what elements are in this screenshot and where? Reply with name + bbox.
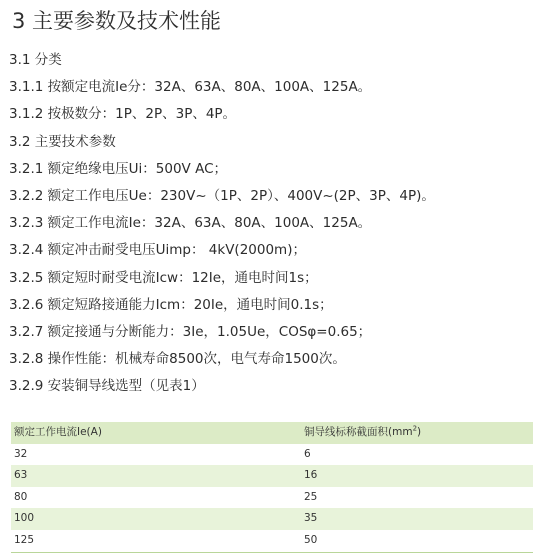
- cross-section-header-close: ): [417, 426, 422, 438]
- cell-current: 32: [14, 447, 28, 460]
- spec-operating-current: 3.2.3 额定工作电流Ie：32A、63A、80A、100A、125A。: [9, 215, 372, 232]
- spec-poles: 3.1.2 按极数分：1P、2P、3P、4P。: [9, 106, 237, 123]
- cell-cross-section: 16: [304, 469, 318, 482]
- cross-section-header-superscript: 2: [412, 424, 418, 433]
- spec-short-time-current: 3.2.5 额定短时耐受电流Icw：12Ie，通电时间1s；: [9, 269, 318, 286]
- spec-short-circuit-making: 3.2.6 额定短路接通能力Icm：20Ie，通电时间0.1s；: [9, 296, 333, 313]
- spec-operating-life: 3.2.8 操作性能：机械寿命8500次，电气寿命1500次。: [9, 351, 346, 368]
- cell-current: 80: [14, 490, 28, 503]
- table-row: [11, 465, 533, 487]
- subsection-classification: 3.1 分类: [9, 52, 62, 68]
- spec-operating-voltage: 3.2.2 额定工作电压Ue：230V~（1P、2P）、400V~(2P、3P、4P)。: [9, 187, 435, 204]
- cell-cross-section: 50: [301, 530, 533, 552]
- cell-current: 125: [11, 530, 301, 552]
- spec-impulse-voltage: 3.2.4 额定冲击耐受电压Uimp： 4kV(2000m)；: [9, 242, 306, 259]
- subsection-main-parameters: 3.2 主要技术参数: [9, 133, 116, 150]
- cell-cross-section: 6: [304, 447, 311, 460]
- column-header-current: 额定工作电流Ie(A): [14, 426, 102, 438]
- cell-cross-section: 35: [304, 512, 318, 525]
- cell-current: 100: [14, 512, 35, 525]
- table-header-row: [11, 422, 533, 444]
- cell-current: 63: [14, 469, 28, 482]
- spec-list: [9, 47, 533, 400]
- spec-rated-current-classes: 3.1.1 按额定电流Ie分：32A、63A、80A、100A、125A。: [9, 79, 372, 96]
- table-row: [11, 530, 533, 552]
- spec-making-breaking: 3.2.7 额定接通与分断能力：3Ie，1.05Ue，COSφ=0.65；: [9, 323, 372, 340]
- cell-cross-section: 25: [304, 490, 318, 503]
- column-header-cross-section: [301, 422, 533, 444]
- cross-section-header-text: 铜导线标称截面积(mm: [304, 426, 413, 438]
- spec-wire-selection: 3.2.9 安装铜导线选型（见表1）: [9, 378, 205, 395]
- table-row: [11, 508, 533, 530]
- section-heading: 3 主要参数及技术性能: [12, 9, 222, 33]
- table-row: [11, 487, 533, 509]
- wire-selection-table: [11, 422, 533, 553]
- spec-insulation-voltage: 3.2.1 额定绝缘电压Ui：500V AC；: [9, 160, 227, 177]
- table-row: [11, 444, 533, 466]
